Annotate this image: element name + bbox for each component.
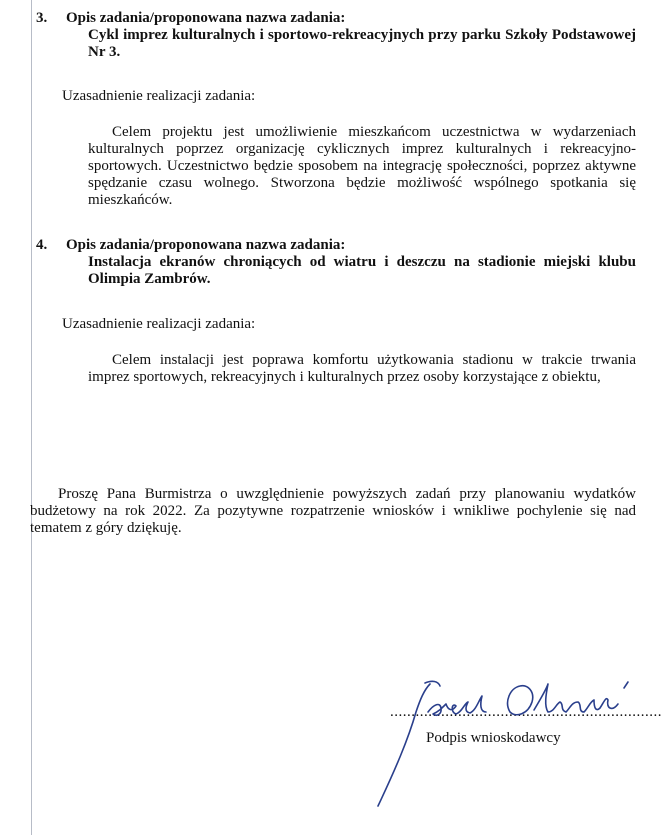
item-3-justification-label: Uzasadnienie realizacji zadania: xyxy=(62,88,256,104)
item-4-justification: Celem instalacji jest poprawa komfortu użytkowania stadionu w trakcie trwania imprez sportowych, rekreacyjnych i kulturalnych przez osoby korzystające z obiektu, xyxy=(88,352,636,385)
item-3-justification: Celem projektu jest umożliwienie mieszkańcom uczestnictwa w wydarzeniach kulturalnych poprzez organizację cyklicznych imprez kulturalnych i rekreacyjno-sportowych. Uczestnictwo będzie sposobem na integrację społeczności, poprzez aktywne spędzanie czasu wolnego. Stworzona będzie możliwość wspólnego spotkania się mieszkańców. xyxy=(88,124,636,208)
item-4-heading: Opis zadania/proponowana nazwa zadania: xyxy=(66,237,346,253)
item-3-title: Cykl imprez kulturalnych i sportowo-rekreacyjnych przy parku Szkoły Podstawowej Nr 3. xyxy=(88,27,636,60)
item-4-number: 4. xyxy=(36,237,48,253)
item-4-justification-label: Uzasadnienie realizacji zadania: xyxy=(62,316,256,332)
item-4-title: Instalacja ekranów chroniących od wiatru i deszczu na stadionie miejski klubu Olimpia Zambrów. xyxy=(88,254,636,287)
closing-paragraph: Proszę Pana Burmistrza o uwzględnienie powyższych zadań przy planowaniu wydatków budżetowy na rok 2022. Za pozytywne rozpatrzenie wniosków i wnikliwe pochylenie się nad tematem z góry dziękuję. xyxy=(30,486,636,536)
item-3-heading: Opis zadania/proponowana nazwa zadania: xyxy=(66,10,346,26)
signature-label: Podpis wnioskodawcy xyxy=(426,730,561,746)
signature-line: ................................................................ xyxy=(390,704,662,720)
item-3-number: 3. xyxy=(36,10,48,26)
